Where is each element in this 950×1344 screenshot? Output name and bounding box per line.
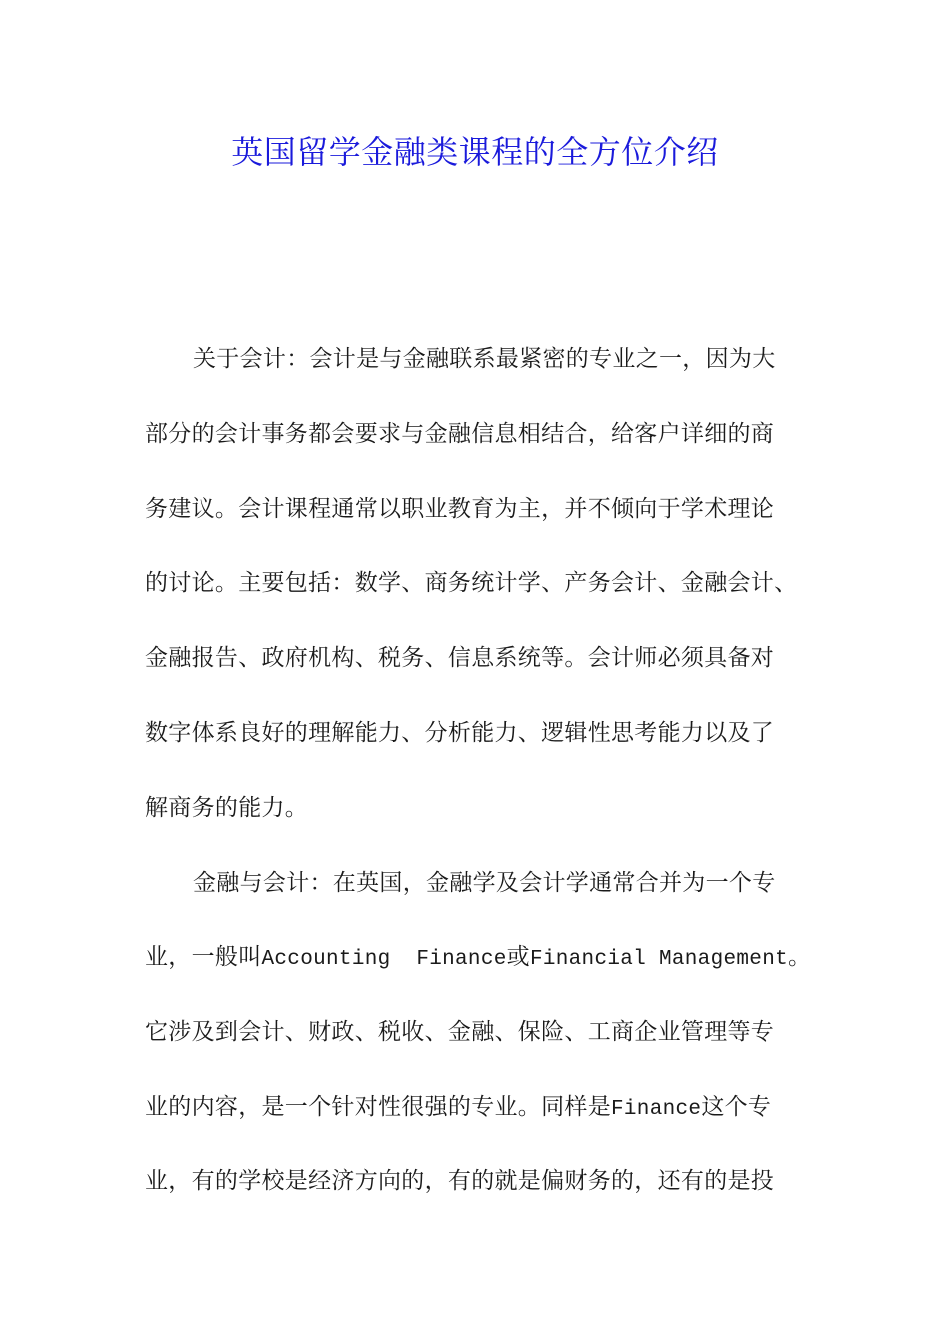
paragraph-2-line-2 — [145, 941, 825, 976]
paragraph-2-line-2-prefix: 业，一般叫 — [145, 944, 262, 970]
paragraph-1-line-1: 关于会计：会计是与金融联系最紧密的专业之一，因为大 — [193, 346, 776, 372]
paragraph-2-line-4-prefix: 业的内容，是一个针对性很强的专业。同样是 — [145, 1094, 611, 1120]
paragraph-1-line-2: 部分的会计事务都会要求与金融信息相结合，给客户详细的商 — [145, 421, 775, 447]
term-financial-management: Financial Management — [529, 948, 788, 971]
paragraph-1-line-3: 务建议。会计课程通常以职业教育为主，并不倾向于学术理论 — [145, 496, 775, 522]
paragraph-1-line-7: 解商务的能力。 — [145, 795, 309, 821]
paragraph-2-line-1: 金融与会计：在英国，金融学及会计学通常合并为一个专 — [193, 870, 776, 896]
document-title: 英国留学金融类课程的全方位介绍 — [231, 133, 719, 171]
paragraph-2-line-4 — [145, 1091, 825, 1126]
paragraph-1-line-6: 数字体系良好的理解能力、分析能力、逻辑性思考能力以及了 — [145, 720, 775, 746]
paragraph-2-line-2-mid: 或 — [506, 944, 530, 970]
paragraph-1-line-5: 金融报告、政府机构、税务、信息系统等。会计师必须具备对 — [145, 645, 775, 671]
paragraph-1-line-4: 的讨论。主要包括：数学、商务统计学、产务会计、金融会计、 — [145, 570, 798, 596]
term-accounting-finance: Accounting Finance — [261, 948, 507, 971]
paragraph-2-line-5: 业，有的学校是经济方向的，有的就是偏财务的，还有的是投 — [145, 1168, 775, 1194]
paragraph-2-line-3: 它涉及到会计、财政、税收、金融、保险、工商企业管理等专 — [145, 1019, 775, 1045]
term-finance: Finance — [611, 1098, 702, 1121]
paragraph-2-line-4-suffix: 这个专 — [701, 1094, 772, 1120]
paragraph-2-line-2-suffix: 。 — [788, 944, 812, 970]
